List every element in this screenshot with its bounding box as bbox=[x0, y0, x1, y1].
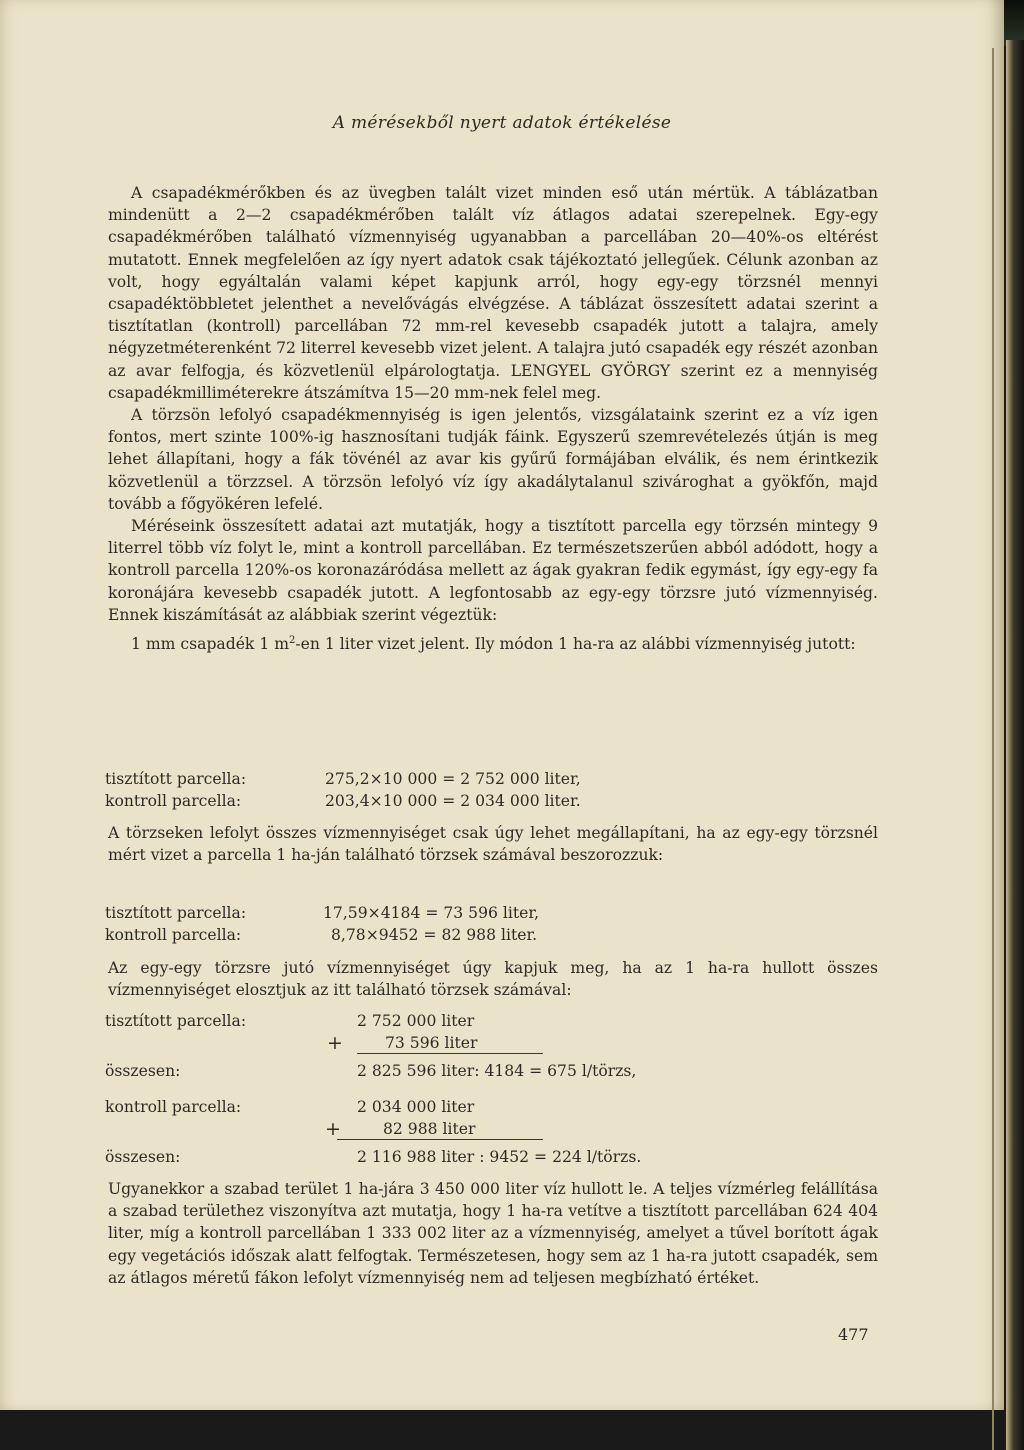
calc3-value-c: 2 034 000 liter bbox=[357, 1098, 475, 1116]
paragraph-1: A csapadékmérőkben és az üvegben talált vizet minden eső után mértük. A táblázatban mindenütt a 2—2 csapadékmérőben talált víz átlagos adatai szerepelnek. Egy-egy csapadékmérőben található vízmennyiség ugyanabban a parcellában 20—40%-os eltérést mutatott. Ennek megfelelően az így nyert adatok csak tájékoztató jellegűek. Célunk azonban az volt, hogy egyáltalán valami képet kapjunk arról, hogy egy-egy törzsnél mennyi csapadéktöbbletet jelenthet a nevelővágás elvégzése. A táblázat összesített adatai szerint a tisztítatlan (kontroll) parcellában 72 mm-rel kevesebb csapadék jutott a talajra, amely négyzetméterenként 72 literrel kevesebb vizet jelent. A talajra jutó csapadék egy részét azonban az avar felfogja, és közvetlenül elpárologtatja. LENGYEL GYÖRGY szerint ez a mennyiség csapadékmilliméterekre átszámítva 15—20 mm-nek felel meg. bbox=[108, 184, 878, 402]
para4-text-b: -en 1 liter vizet jelent. Ily módon 1 ha-ra az alábbi vízmennyiség jutott: bbox=[295, 635, 856, 654]
paragraph-4 bbox=[108, 630, 878, 655]
text-block-mid-2 bbox=[108, 957, 878, 1001]
page-number: 477 bbox=[838, 1325, 869, 1344]
calc3-sum-2: 2 116 988 liter : 9452 = 224 l/törzs. bbox=[357, 1148, 642, 1166]
calc1-value-1: 275,2×10 000 = 2 752 000 liter, bbox=[325, 770, 581, 788]
calc1-value-2: 203,4×10 000 = 2 034 000 liter. bbox=[325, 792, 581, 810]
calc3-value-b: 73 596 liter bbox=[385, 1034, 478, 1052]
book-right-edge bbox=[1006, 40, 1024, 1450]
text-block-mid-1 bbox=[108, 822, 878, 866]
calc3-value-d: 82 988 liter bbox=[383, 1120, 476, 1138]
calc2-value-2: 8,78×9452 = 82 988 liter. bbox=[331, 926, 538, 944]
calc3-value-a: 2 752 000 liter bbox=[357, 1012, 475, 1030]
calc3-label-c: kontroll parcella: bbox=[105, 1098, 242, 1116]
paragraph-2: A törzsön lefolyó csapadékmennyiség is igen jelentős, vizsgálataink szerint ez a víz igen fontos, mert szinte 100%-ig hasznosítani tudják fáink. Egyszerű szemrevételezés útján is meg lehet állapítani, hogy a fák tövénél az avar kis gyűrű formájában elválik, és nem érintkezik közvetlenül a törzzsel. A törzsön lefolyó víz így akadálytalanul szivároghat a gyökfőn, majd tovább a főgyökéren lefelé. bbox=[108, 406, 878, 513]
calc1-label-1: tisztított parcella: bbox=[105, 770, 247, 788]
paragraph-5: A törzseken lefolyt összes vízmennyiséget csak úgy lehet megállapítani, ha az egy-egy törzsnél mért vizet a parcella 1 ha-ján található törzsek számával beszorozzuk: bbox=[108, 824, 878, 865]
calc3-sum-line-2 bbox=[337, 1118, 543, 1140]
calc3-sum-line-1 bbox=[357, 1032, 543, 1054]
paragraph-6: Az egy-egy törzsre jutó vízmennyiséget úgy kapjuk meg, ha az 1 ha-ra hullott összes vízmennyiséget elosztjuk az itt található törzsek számával: bbox=[108, 959, 878, 1000]
section-title: A mérésekből nyert adatok értékelése bbox=[332, 113, 672, 133]
calc3-sum-1: 2 825 596 liter: 4184 = 675 l/törzs, bbox=[357, 1062, 637, 1080]
page-edge-line bbox=[992, 48, 994, 1450]
calc3-plus-a: + bbox=[327, 1032, 343, 1054]
calc2-value-1: 17,59×4184 = 73 596 liter, bbox=[323, 904, 540, 922]
calc1-label-2: kontroll parcella: bbox=[105, 792, 242, 810]
calc3-label-sum2: összesen: bbox=[105, 1148, 181, 1166]
para4-text-a: 1 mm csapadék 1 m bbox=[131, 635, 290, 654]
text-block-lower bbox=[108, 1178, 878, 1289]
calc3-label-sum1: összesen: bbox=[105, 1062, 181, 1080]
calc2-label-1: tisztított parcella: bbox=[105, 904, 247, 922]
paragraph-7: Ugyanekkor a szabad terület 1 ha-jára 3 450 000 liter víz hullott le. A teljes vízmérleg felállítása a szabad területhez viszonyítva azt mutatja, hogy 1 ha-ra vetítve a tisztított parcellában 624 404 liter, míg a kontroll parcellában 1 333 002 liter az a vízmennyiség, amelyet a tűvel borított ágak egy vegetációs időszak alatt felfogtak. Természetesen, hogy sem az 1 ha-ra jutott csapadék, sem az átlagos méretű fákon lefolyt vízmennyiség nem ad teljesen megbízható értéket. bbox=[108, 1180, 878, 1287]
paragraph-3: Méréseink összesített adatai azt mutatják, hogy a tisztított parcella egy törzsén mintegy 9 literrel több víz folyt le, mint a kontroll parcellában. Ez természetszerűen abból adódott, hogy a kontroll parcella 120%-os koronazáródása mellett az ágak gyakran fedik egymást, így egy-egy fa koronájára kevesebb csapadék jutott. A legfontosabb az egy-egy törzsre jutó vízmennyiség. Ennek kiszámítását az alábbiak szerint végeztük: bbox=[108, 517, 878, 624]
calc2-label-2: kontroll parcella: bbox=[105, 926, 242, 944]
para4-superscript: 2 bbox=[289, 635, 296, 647]
calc3-label-a: tisztított parcella: bbox=[105, 1012, 247, 1030]
calc3-plus-b: + bbox=[325, 1118, 341, 1140]
text-block-upper bbox=[108, 182, 878, 655]
